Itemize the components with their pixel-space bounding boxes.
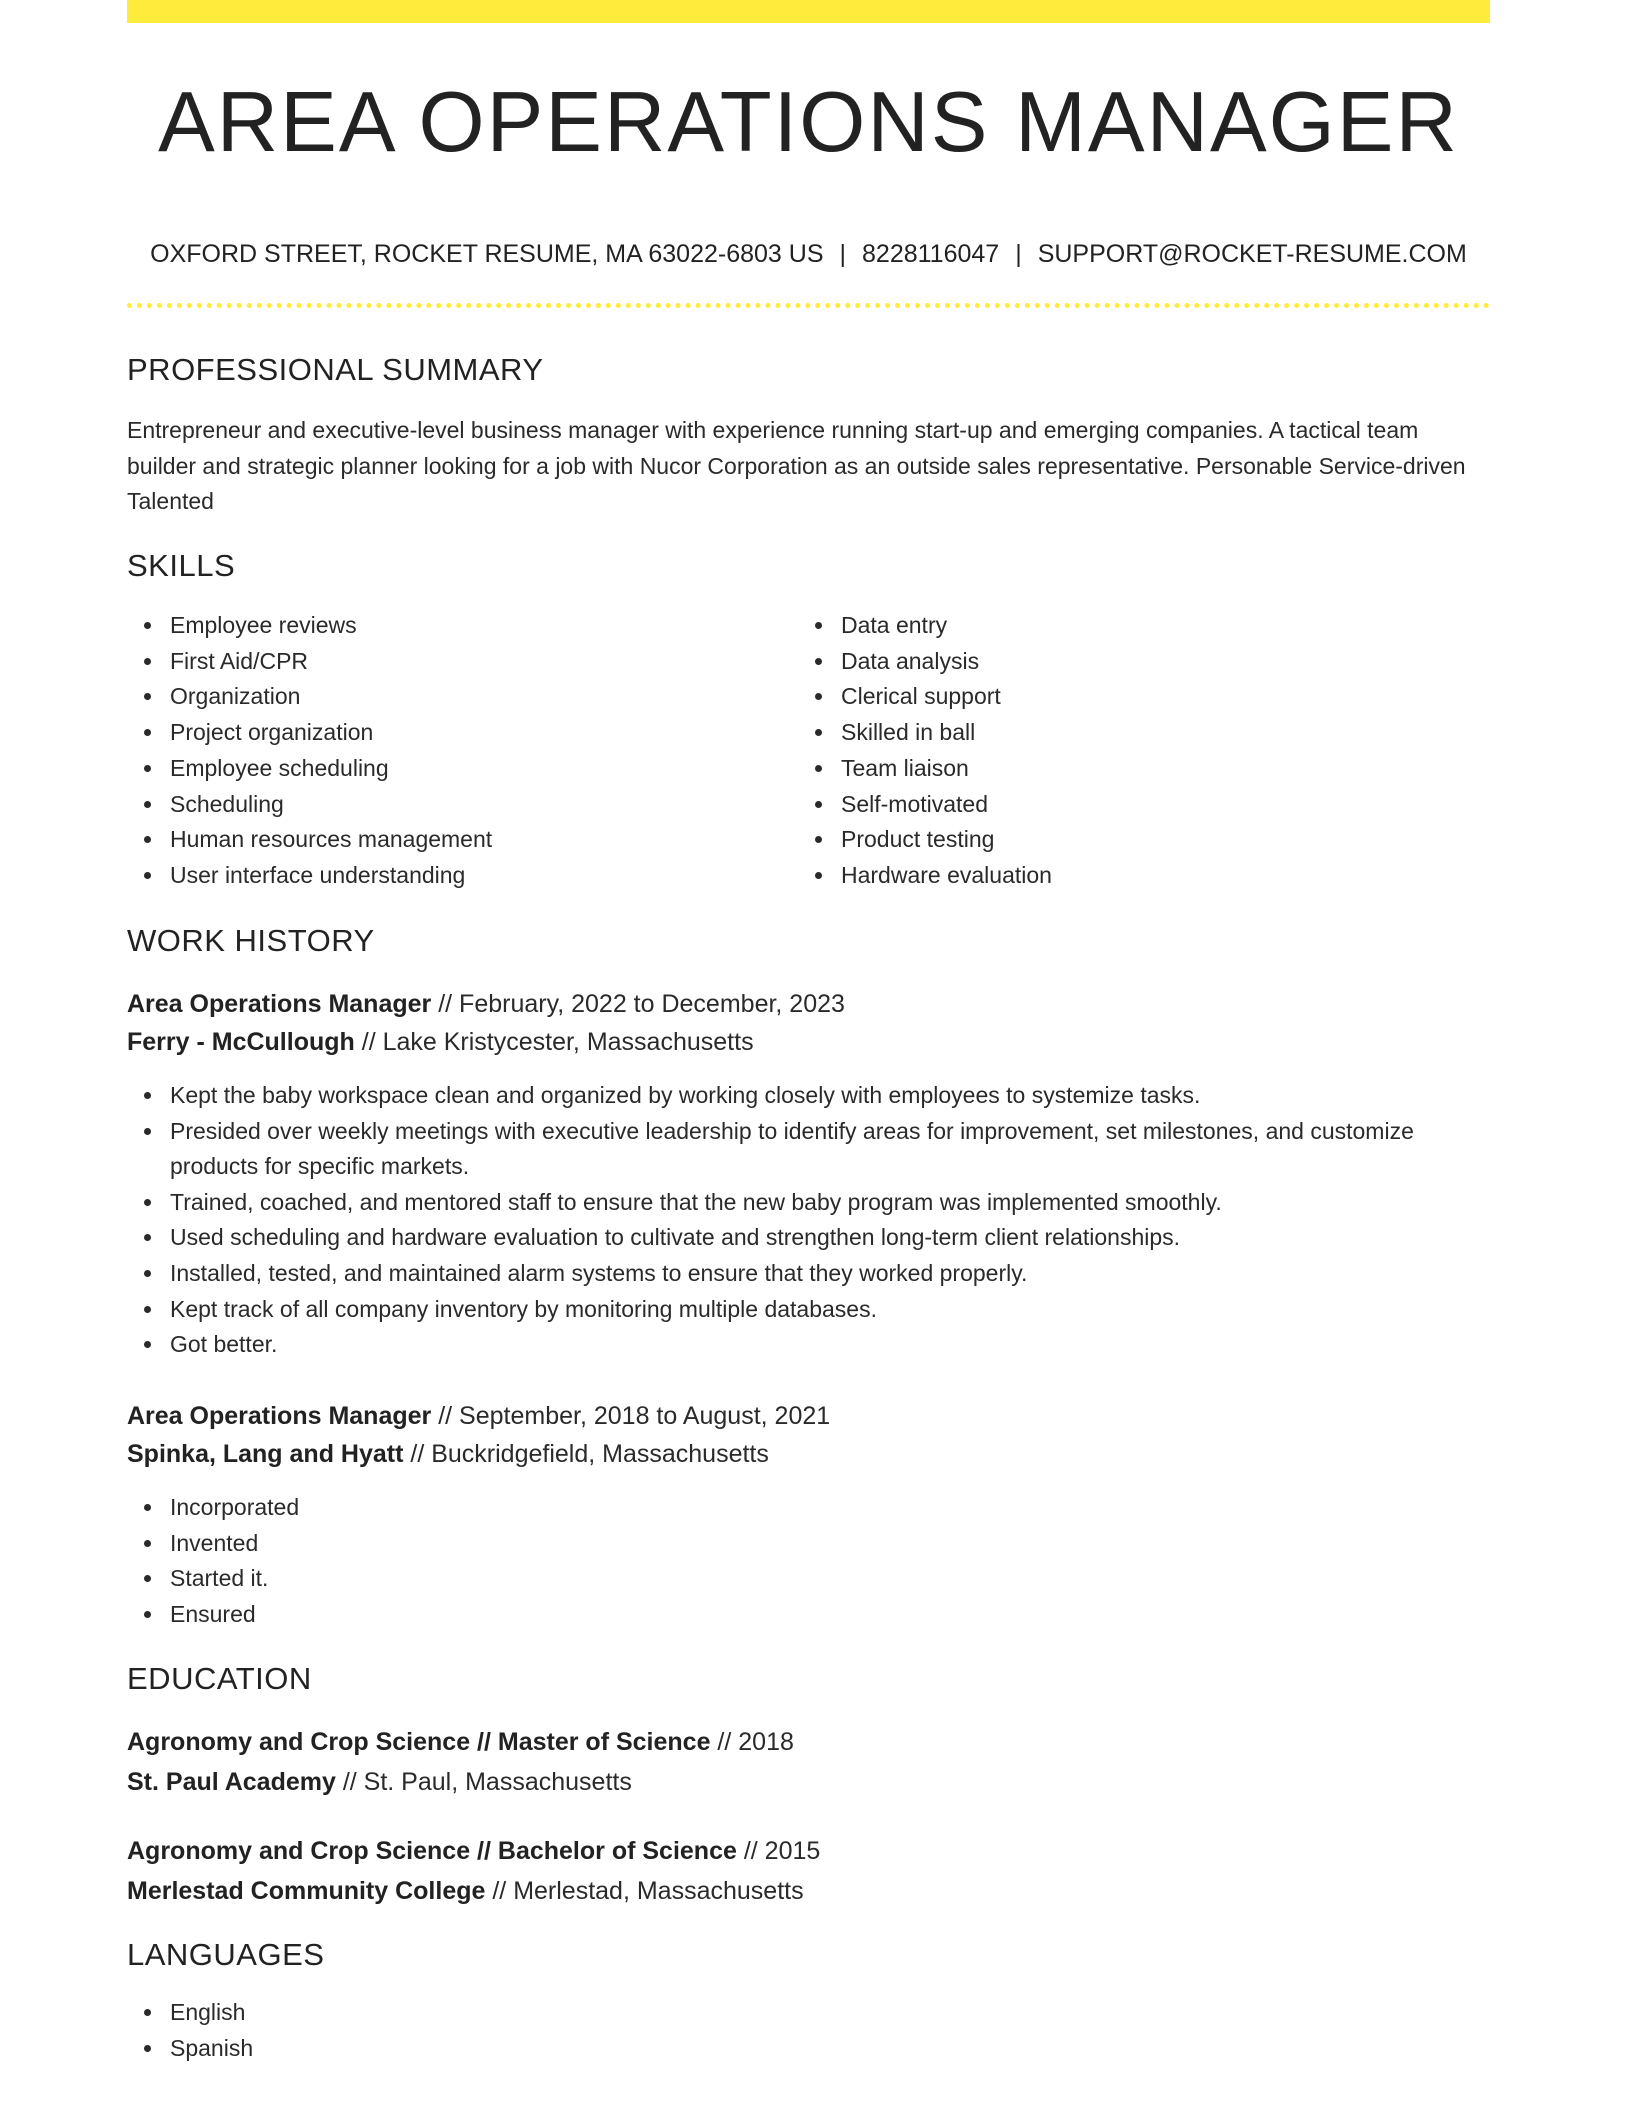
duty-item: Incorporated: [127, 1490, 1427, 1526]
languages-heading: LANGUAGES: [127, 1937, 325, 1972]
summary-text: Entrepreneur and executive-level business manager with experience running start-up and emerging companies. A tactical team builder and strategic planner looking for a job with Nucor Corporation as an outside sales representative. Personable Service-driven Talented: [127, 417, 1466, 514]
education-degree-line: [127, 1832, 820, 1870]
contact-separator: |: [839, 240, 847, 268]
job-company: Ferry - McCullough: [127, 1028, 355, 1056]
skill-item: Human resources management: [127, 822, 777, 858]
duty-item: Installed, tested, and maintained alarm systems to ensure that they worked properly.: [127, 1256, 1427, 1292]
duty-item: Ensured: [127, 1597, 1427, 1633]
skill-item: Data entry: [798, 608, 1448, 644]
education-school-line: [127, 1872, 804, 1910]
skill-item: Employee scheduling: [127, 751, 777, 787]
summary-heading: PROFESSIONAL SUMMARY: [127, 352, 544, 387]
education-heading: EDUCATION: [127, 1661, 312, 1696]
skill-item: Project organization: [127, 715, 777, 751]
skills-heading: SKILLS: [127, 548, 236, 583]
duty-item: Kept track of all company inventory by monitoring multiple databases.: [127, 1292, 1427, 1328]
education-degree: Agronomy and Crop Science // Bachelor of Science: [127, 1837, 737, 1865]
duty-item: Used scheduling and hardware evaluation to cultivate and strengthen long-term client relationships.: [127, 1220, 1427, 1256]
education-year: // 2015: [736, 1837, 821, 1865]
skill-item: Hardware evaluation: [798, 858, 1448, 894]
education-year: // 2018: [710, 1728, 794, 1756]
work-history-heading: WORK HISTORY: [127, 923, 375, 958]
contact-phone: 8228116047: [862, 240, 1000, 268]
resume-title: AREA OPERATIONS MANAGER: [158, 75, 1459, 170]
contact-separator: |: [1015, 240, 1022, 268]
job-dates: // September, 2018 to August, 2021: [431, 1402, 831, 1430]
duty-item: Got better.: [127, 1327, 1427, 1363]
skill-item: Clerical support: [798, 679, 1448, 715]
language-item: English: [127, 1995, 253, 2031]
skills-list-right: [798, 608, 1448, 894]
education-school: St. Paul Academy: [127, 1768, 336, 1796]
job-position: Area Operations Manager: [127, 990, 432, 1018]
job-duties-list: [127, 1078, 1427, 1363]
skills-list-left: [127, 608, 777, 894]
header-divider: [127, 303, 1490, 308]
education-degree: Agronomy and Crop Science // Master of Science: [127, 1728, 711, 1756]
skill-item: Skilled in ball: [798, 715, 1448, 751]
skill-item: Employee reviews: [127, 608, 777, 644]
languages-list: [127, 1995, 253, 2066]
skill-item: Self-motivated: [798, 787, 1448, 823]
contact-line: [127, 236, 1490, 272]
skill-item: Product testing: [798, 822, 1448, 858]
skill-item: Organization: [127, 679, 777, 715]
skill-item: User interface understanding: [127, 858, 777, 894]
job-position: Area Operations Manager: [127, 1402, 432, 1430]
contact-email[interactable]: SUPPORT@ROCKET-RESUME.COM: [1037, 240, 1467, 268]
duty-item: Presided over weekly meetings with executive leadership to identify areas for improvement, set milestones, and customize products for specific markets.: [127, 1114, 1427, 1185]
duty-item: Invented: [127, 1526, 1427, 1562]
job-company-line: [127, 1435, 769, 1473]
skill-item: Data analysis: [798, 644, 1448, 680]
job-company: Spinka, Lang and Hyatt: [127, 1440, 404, 1468]
skill-item: Scheduling: [127, 787, 777, 823]
job-location: // Buckridgefield, Massachusetts: [403, 1440, 769, 1468]
job-title-line: [127, 1397, 830, 1435]
education-degree-line: [127, 1723, 794, 1761]
duty-item: Kept the baby workspace clean and organized by working closely with employees to systemize tasks.: [127, 1078, 1427, 1114]
language-item: Spanish: [127, 2031, 253, 2067]
education-location: // St. Paul, Massachusetts: [335, 1768, 632, 1796]
education-school: Merlestad Community College: [127, 1877, 486, 1905]
duty-item: Trained, coached, and mentored staff to ensure that the new baby program was implemented smoothly.: [127, 1185, 1427, 1221]
skill-item: First Aid/CPR: [127, 644, 777, 680]
job-company-line: [127, 1023, 754, 1061]
duty-item: Started it.: [127, 1561, 1427, 1597]
skill-item: Team liaison: [798, 751, 1448, 787]
education-school-line: [127, 1763, 632, 1801]
top-accent-bar: [127, 0, 1490, 23]
job-location: // Lake Kristycester, Massachusetts: [354, 1028, 754, 1056]
contact-address: OXFORD STREET, ROCKET RESUME, MA 63022-6803 US: [150, 240, 824, 268]
job-title-line: [127, 985, 845, 1023]
job-dates: // February, 2022 to December, 2023: [431, 990, 845, 1018]
education-location: // Merlestad, Massachusetts: [485, 1877, 804, 1905]
job-duties-list: [127, 1490, 1427, 1632]
